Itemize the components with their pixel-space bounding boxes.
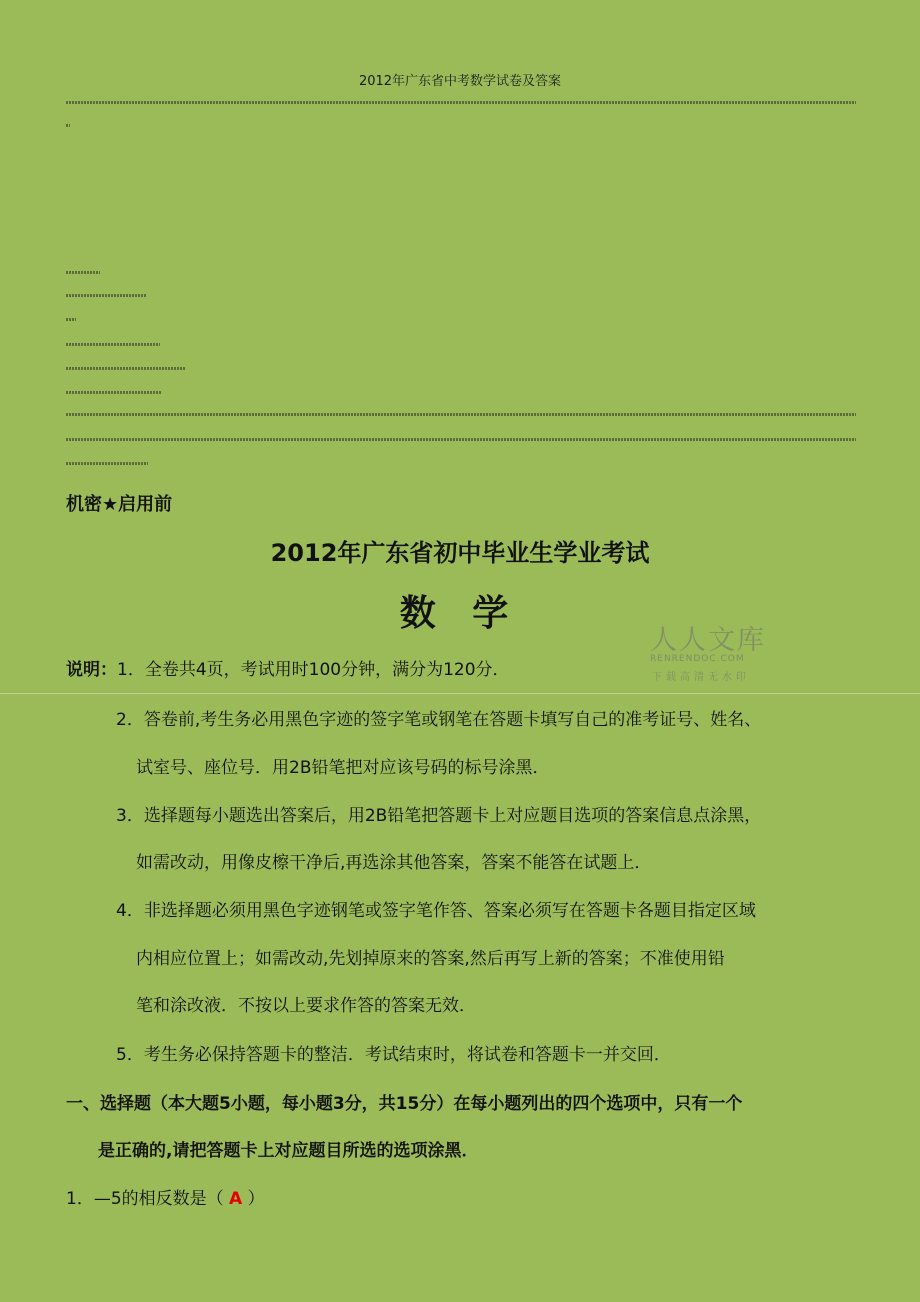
question-1 bbox=[66, 1189, 265, 1209]
tiny-text-line bbox=[66, 271, 100, 274]
watermark-url: RENRENDOC.COM bbox=[650, 654, 745, 664]
note-2-line-1: 2．答卷前,考生务必用黑色字迹的签字笔或钢笔在答题卡填写自己的准考证号、姓名、 bbox=[116, 710, 762, 730]
question-1-stem: 1．—5的相反数是（ bbox=[66, 1189, 224, 1209]
note-1 bbox=[66, 660, 510, 680]
tiny-text-line bbox=[66, 124, 70, 127]
tiny-text-line bbox=[66, 462, 148, 465]
note-4-line-1: 4．非选择题必须用黑色字迹钢笔或签字笔作答、答案必须写在答题卡各题目指定区域 bbox=[116, 901, 756, 921]
tiny-text-line bbox=[66, 413, 856, 416]
note-4-line-3: 笔和涂改液．不按以上要求作答的答案无效． bbox=[136, 996, 476, 1016]
watermark-logo-text: 人人文库 bbox=[650, 625, 766, 656]
question-1-answer: A bbox=[229, 1189, 243, 1209]
note-1-text: 1．全卷共4页，考试用时100分钟，满分为120分． bbox=[117, 660, 510, 680]
confidential-label: 机密★启用前 bbox=[66, 494, 173, 515]
section-1-heading-line-2: 是正确的,请把答题卡上对应题目所选的选项涂黑． bbox=[98, 1141, 479, 1161]
exam-title: 2012年广东省初中毕业生学业考试 bbox=[270, 539, 650, 567]
document-header-title: 2012年广东省中考数学试卷及答案 bbox=[358, 74, 562, 89]
tiny-text-line bbox=[66, 101, 856, 104]
notes-label: 说明： bbox=[66, 660, 117, 680]
note-5: 5．考生务必保持答题卡的整洁．考试结束时，将试卷和答题卡一并交回． bbox=[116, 1045, 671, 1065]
tiny-text-line bbox=[66, 438, 856, 441]
subject-title: 数 学 bbox=[399, 593, 521, 634]
question-1-close: ） bbox=[247, 1189, 265, 1209]
tiny-text-line bbox=[66, 318, 76, 321]
section-1-heading-line-1: 一、选择题（本大题5小题，每小题3分，共15分）在每小题列出的四个选项中，只有一个 bbox=[66, 1094, 743, 1114]
tiny-text-line bbox=[66, 391, 162, 394]
note-3-line-2: 如需改动，用像皮檫干净后,再选涂其他答案，答案不能答在试题上． bbox=[136, 853, 652, 873]
tiny-text-line bbox=[66, 294, 146, 297]
note-3-line-1: 3．选择题每小题选出答案后，用2B铅笔把答题卡上对应题目选项的答案信息点涂黑， bbox=[116, 806, 762, 826]
tiny-text-line bbox=[66, 367, 186, 370]
note-2-line-2: 试室号、座位号．用2B铅笔把对应该号码的标号涂黑． bbox=[136, 758, 550, 778]
watermark-tagline: 下载高清无水印 bbox=[652, 672, 750, 683]
tiny-text-line bbox=[66, 343, 160, 346]
page-divider bbox=[0, 693, 920, 694]
note-4-line-2: 内相应位置上；如需改动,先划掉原来的答案,然后再写上新的答案；不准使用铅 bbox=[136, 949, 725, 969]
